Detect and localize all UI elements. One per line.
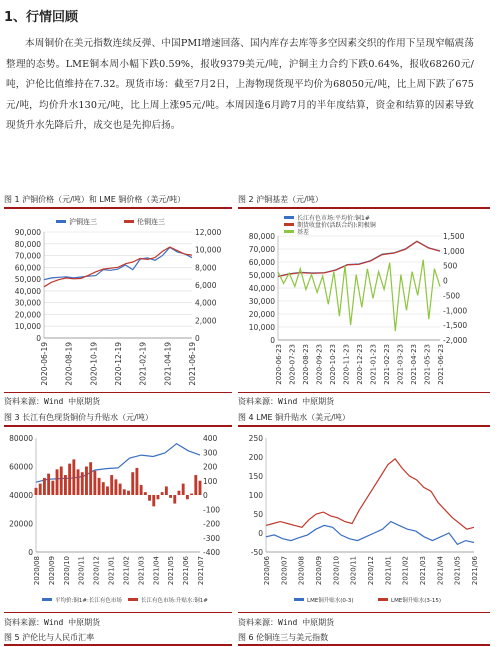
bar-mark (43, 478, 46, 495)
bar-mark (178, 491, 181, 495)
bar-mark (39, 484, 42, 495)
y-left-tick-label: 80,000 (248, 232, 275, 241)
bar-mark (165, 486, 168, 495)
legend-label: LME铜升贴水(3-15) (391, 598, 442, 604)
bar-mark (127, 491, 130, 495)
x-tick-label: 2021/05 (167, 556, 176, 586)
y-right-tick-label: 0 (195, 334, 200, 343)
bar-mark (199, 481, 202, 495)
bar-mark (89, 462, 92, 495)
y-right-tick-label: -300 (203, 533, 221, 543)
fig4-chart (238, 428, 490, 608)
y-right-tick-label: 400 (203, 434, 218, 443)
bar-mark (144, 492, 147, 495)
legend-swatch (284, 223, 294, 226)
y-right-tick-label: 500 (443, 261, 458, 271)
bar-mark (81, 472, 84, 495)
y-left-tick-label: 10,000 (248, 323, 275, 332)
bar-mark (35, 488, 38, 495)
x-tick-label: 2020-07-23 (288, 344, 297, 385)
y-left-tick-label: 50,000 (248, 271, 275, 280)
y-left-tick-label: 40000 (9, 491, 33, 500)
y-left-tick-label: 250 (248, 434, 263, 443)
y-right-tick-label: 0 (203, 491, 208, 500)
bar-mark (148, 495, 151, 501)
fig3-source: 资料来源：Wind 中原期货 (4, 618, 101, 627)
bar-mark (140, 485, 143, 495)
y-left-tick-label: 30,000 (248, 297, 275, 306)
fig1-chart-panel (4, 210, 232, 388)
y-left-tick-label: 90,000 (14, 228, 41, 237)
y-left-tick-label: 50,000 (14, 275, 41, 285)
y-right-tick-label: 8,000 (195, 263, 217, 273)
y-left-tick-label: 60,000 (248, 258, 275, 267)
y-left-tick-label: 40,000 (14, 286, 41, 296)
y-left-tick-label: 80,000 (14, 239, 41, 249)
x-tick-label: 2020-10-19 (89, 342, 99, 386)
x-tick-label: 2021-04-19 (163, 342, 173, 386)
bar-mark (194, 475, 197, 495)
y-left-tick-label: 40,000 (248, 284, 275, 293)
x-tick-label: 2021-04-23 (410, 344, 418, 385)
legend-swatch (294, 598, 304, 601)
x-tick-label: 2020-10-23 (329, 344, 337, 385)
x-tick-label: 2020-06-23 (275, 344, 283, 385)
y-right-tick-label: -1,000 (443, 306, 468, 316)
legend-label: 平均价:铜1#:长江有色市场 (55, 598, 122, 604)
bar-mark (186, 495, 189, 499)
bar-mark (93, 471, 96, 495)
x-tick-label: 2020/09 (315, 556, 323, 586)
y-right-tick-label: 2,000 (195, 316, 217, 326)
fig2-top-rule (238, 207, 490, 209)
x-tick-label: 2020/11 (77, 556, 86, 586)
legend-label: 基差 (297, 229, 310, 236)
x-tick-label: 2021/07 (197, 556, 205, 586)
fig5-caption: 图 5 沪伦比与人民币汇率 (4, 633, 95, 642)
y-right-tick-label: -400 (203, 548, 221, 557)
fig1-top-rule (4, 207, 232, 209)
y-right-tick-label: -100 (203, 505, 221, 515)
fig3-bottom-rule (4, 612, 232, 613)
y-left-tick-label: 70,000 (14, 251, 41, 261)
bar-mark (169, 495, 172, 498)
series-line (278, 260, 440, 331)
fig6-caption: 图 6 伦铜连三与美元指数 (238, 633, 329, 642)
section-title: 1、行情回顾 (4, 10, 79, 25)
x-tick-label: 2021-01-23 (369, 344, 378, 385)
x-tick-label: 2020-08-19 (64, 342, 74, 386)
bar-mark (173, 495, 176, 504)
legend-label: LME铜升贴水(0-3) (307, 598, 354, 604)
bar-mark (119, 484, 122, 495)
y-left-tick-label: 60000 (9, 462, 33, 472)
y-left-tick-label: 50 (253, 510, 263, 519)
fig4-bottom-rule (238, 612, 490, 613)
legend-swatch (284, 216, 294, 219)
fig5-top-rule (4, 644, 232, 646)
bar-mark (102, 482, 105, 495)
series-line (44, 247, 192, 279)
bar-mark (68, 464, 71, 495)
legend-swatch (56, 220, 66, 223)
y-left-tick-label: -50 (250, 548, 263, 557)
bar-mark (77, 469, 80, 495)
legend-label: 长江有色市场:升贴水:铜1# (141, 598, 208, 604)
y-left-tick-label: 20000 (9, 519, 33, 529)
bar-mark (152, 495, 155, 506)
bar-mark (114, 479, 117, 495)
fig4-caption: 图 4 LME 铜升贴水（美元/吨） (238, 413, 350, 422)
y-right-tick-label: 4,000 (195, 298, 217, 308)
y-left-tick-label: 70,000 (248, 245, 275, 254)
y-right-tick-label: 1,500 (443, 232, 465, 241)
fig2-chart (238, 210, 490, 388)
fig6-top-rule (238, 644, 490, 646)
bar-mark (190, 494, 193, 495)
x-tick-label: 2021/03 (137, 556, 146, 586)
x-tick-label: 2021/05 (453, 556, 462, 586)
x-tick-label: 2021/01 (107, 556, 116, 586)
y-left-tick-label: 150 (248, 472, 263, 481)
x-tick-label: 2020/12 (367, 556, 375, 586)
bar-mark (98, 478, 101, 495)
fig1-source: 资料来源：Wind 中原期货 (4, 397, 101, 406)
bar-mark (60, 467, 63, 496)
fig2-chart-panel (238, 210, 490, 388)
x-tick-label: 2021-06-19 (188, 342, 197, 386)
x-tick-label: 2021/06 (182, 556, 191, 586)
bar-mark (72, 459, 75, 495)
bar-mark (131, 472, 134, 495)
legend-swatch (378, 598, 388, 601)
x-tick-label: 2021/01 (384, 556, 393, 586)
y-right-tick-label: 300 (203, 448, 218, 458)
x-tick-label: 2021/06 (471, 556, 479, 586)
y-left-tick-label: 20,000 (14, 310, 41, 320)
x-tick-label: 2020-11-23 (342, 344, 351, 385)
fig2-caption: 图 2 沪铜基差（元/吨） (238, 195, 323, 204)
bar-mark (157, 495, 160, 499)
x-tick-label: 2020/10 (332, 556, 341, 586)
y-left-tick-label: 60,000 (14, 263, 41, 273)
fig2-source: 资料来源：Wind 中原期货 (238, 397, 335, 406)
fig1-chart (4, 210, 232, 388)
y-left-tick-label: 100 (248, 491, 263, 500)
fig4-source: 资料来源：Wind 中原期货 (238, 618, 335, 627)
x-tick-label: 2020/07 (280, 556, 289, 586)
bar-mark (47, 474, 50, 495)
fig4-top-rule (238, 425, 490, 427)
y-right-tick-label: -2,000 (443, 336, 468, 345)
y-left-tick-label: 10,000 (14, 322, 41, 332)
x-tick-label: 2020-09-23 (315, 344, 324, 385)
fig3-chart-panel (4, 428, 232, 608)
fig3-chart (4, 428, 232, 608)
x-tick-label: 2021/02 (122, 556, 131, 586)
bar-mark (182, 484, 185, 495)
y-left-tick-label: 200 (248, 453, 263, 462)
x-tick-label: 2021/04 (436, 556, 445, 586)
bar-mark (123, 489, 126, 495)
legend-label: 长江有色市场:平均价:铜1# (297, 215, 370, 222)
x-tick-label: 2020/08 (297, 556, 306, 586)
series-line (266, 459, 474, 529)
fig2-bottom-rule (238, 392, 490, 393)
y-right-tick-label: -500 (443, 291, 461, 301)
x-tick-label: 2021-02-19 (138, 342, 148, 386)
x-tick-label: 2020/10 (62, 556, 71, 586)
y-left-tick-label: 80000 (9, 434, 33, 443)
legend-swatch (42, 598, 52, 601)
bar-mark (161, 492, 164, 495)
x-tick-label: 2021/04 (152, 556, 161, 586)
y-right-tick-label: 10,000 (195, 245, 222, 255)
fig3-caption: 图 3 长江有色现货铜价与升贴水（元/吨） (4, 413, 153, 422)
x-tick-label: 2021-03-23 (396, 344, 405, 385)
y-right-tick-label: 6,000 (195, 281, 217, 290)
x-tick-label: 2021-05-23 (423, 344, 432, 385)
fig4-chart-panel (238, 428, 490, 608)
legend-swatch (284, 230, 294, 233)
legend-swatch (128, 598, 138, 601)
legend-swatch (124, 220, 134, 223)
bar-mark (51, 481, 54, 495)
bar-mark (135, 468, 138, 495)
x-tick-label: 2020/11 (349, 556, 358, 586)
y-right-tick-label: 1,000 (443, 246, 465, 256)
legend-label: 沪铜连三 (69, 218, 97, 226)
series-line (278, 242, 440, 277)
y-left-tick-label: 20,000 (248, 310, 275, 319)
y-right-tick-label: -1,500 (443, 321, 468, 331)
y-right-tick-label: 12,000 (195, 228, 222, 237)
series-line (44, 247, 192, 287)
x-tick-label: 2020-12-19 (114, 342, 123, 386)
legend-label: 期货收盘价(活跃合约):阴极铜 (297, 222, 376, 229)
x-tick-label: 2020-06-19 (40, 342, 49, 386)
x-tick-label: 2020-12-23 (356, 344, 364, 385)
y-left-tick-label: 30,000 (14, 298, 41, 308)
x-tick-label: 2020-08-23 (302, 344, 310, 385)
x-tick-label: 2020/06 (263, 556, 271, 586)
series-line (266, 522, 474, 545)
x-tick-label: 2021/02 (401, 556, 410, 586)
y-left-tick-label: 0 (28, 548, 33, 557)
fig3-top-rule (4, 425, 232, 427)
fig1-bottom-rule (4, 392, 232, 393)
y-right-tick-label: 200 (203, 462, 218, 472)
x-tick-label: 2021/03 (419, 556, 427, 586)
y-right-tick-label: 100 (203, 476, 218, 486)
x-tick-label: 2020/09 (47, 556, 56, 586)
bar-mark (85, 467, 88, 496)
x-tick-label: 2021-06-23 (437, 344, 445, 385)
y-right-tick-label: 0 (443, 276, 448, 286)
bar-mark (64, 475, 67, 495)
series-line (278, 241, 440, 276)
market-review-paragraph: 本周铜价在美元指数连续反弹、中国PMI增速回落、国内库存去库等多空因素交织的作用下呈现窄幅震荡整理的态势。LME铜本周小幅下跌0.59%，报收9379美元/吨，沪铜主力合约下跌0.64%，报收68260元/吨，沪伦比值维持在7.32。现货市场：截至7月2日，上海物现货现平均价为68050元/吨，比上周下跌了675元/吨，均价升水130元/吨，比上周上涨95元/吨。本周因逢6月跨7月的半年度结算，资金和结算的因素导致现货升水先降后升，成交也是先抑后扬。 (6, 38, 474, 131)
x-tick-label: 2020/12 (92, 556, 101, 586)
bar-mark (106, 486, 109, 495)
x-tick-label: 2021-02-23 (383, 344, 391, 385)
y-left-tick-label: 0 (36, 334, 41, 343)
y-left-tick-label: 0 (270, 336, 275, 345)
bar-mark (110, 475, 113, 495)
y-left-tick-label: 0 (258, 529, 263, 538)
legend-label: 伦铜连三 (137, 218, 165, 226)
y-right-tick-label: -200 (203, 519, 221, 529)
bar-mark (56, 469, 59, 495)
fig1-caption: 图 1 沪铜价格（元/吨）和 LME 铜价格（美元/吨） (4, 195, 186, 204)
x-tick-label: 2020/08 (33, 556, 41, 586)
